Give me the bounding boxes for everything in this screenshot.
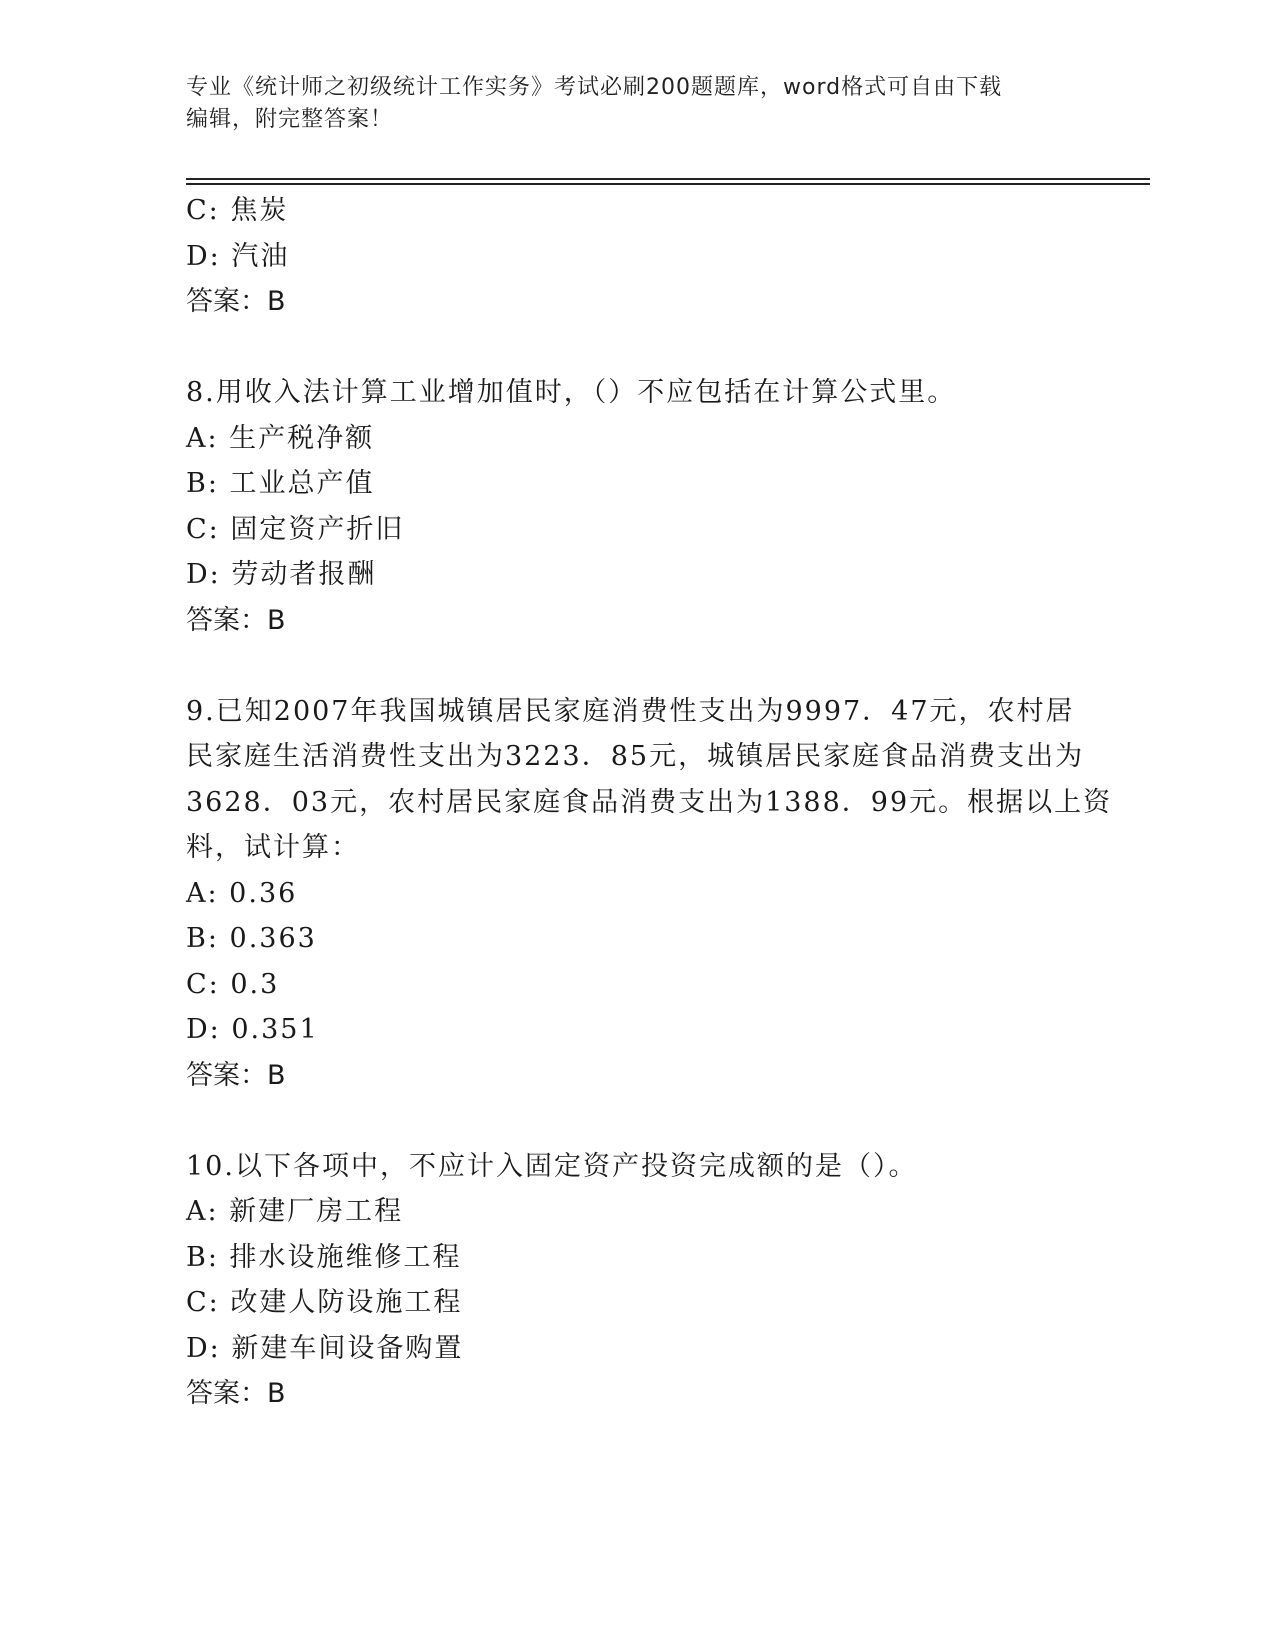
- answer: 答案：B: [186, 1378, 286, 1409]
- question-10: [186, 1144, 1086, 1417]
- question-stem-line: 民家庭生活消费性支出为3223．85元，城镇居民家庭食品消费支出为: [186, 741, 1085, 772]
- spacer: [186, 325, 1086, 371]
- option-a: A: 新建厂房工程: [186, 1196, 404, 1227]
- header-line-2: 编辑，附完整答案！: [186, 107, 394, 132]
- answer: 答案：B: [186, 1059, 286, 1091]
- answer: 答案：B: [186, 286, 286, 317]
- option-d: D: 0.351: [186, 1014, 319, 1045]
- option-d: D: 汽油: [186, 240, 290, 272]
- option-d: D: 新建车间设备购置: [186, 1332, 464, 1364]
- answer: 答案：B: [186, 604, 286, 636]
- option-c: C: 改建人防设施工程: [186, 1287, 463, 1318]
- header-line-1: 专业《统计师之初级统计工作实务》考试必刷200题题库，word格式可自由下载: [186, 75, 1003, 100]
- question-8: [186, 370, 1086, 643]
- question-7-tail: [186, 188, 1086, 325]
- option-d: D: 劳动者报酬: [186, 559, 377, 590]
- question-stem-line: 料，试计算：: [186, 832, 360, 863]
- question-9: [186, 689, 1113, 1099]
- spacer: [186, 1098, 1086, 1144]
- option-c: C: 固定资产折旧: [186, 513, 405, 545]
- question-stem-line: 9.已知2007年我国城镇居民家庭消费性支出为9997．47元，农村居: [186, 695, 1075, 727]
- option-c: C: 0.3: [186, 968, 280, 1000]
- question-content: [186, 188, 1113, 1417]
- question-stem-line: 3628．03元，农村居民家庭食品消费支出为1388．99元。根据以上资: [186, 786, 1113, 818]
- option-c: C: 焦炭: [186, 195, 289, 226]
- option-b: B: 排水设施维修工程: [186, 1241, 462, 1273]
- option-b: B: 0.363: [186, 923, 317, 954]
- header-divider-bottom: [186, 183, 1150, 185]
- spacer: [186, 643, 1086, 689]
- header-divider-top: [186, 178, 1150, 180]
- option-a: A: 0.36: [186, 877, 298, 909]
- option-b: B: 工业总产值: [186, 468, 375, 499]
- question-stem: 8.用收入法计算工业增加值时，（）不应包括在计算公式里。: [186, 377, 957, 408]
- document-header: [186, 72, 1076, 136]
- question-stem: [186, 689, 1113, 871]
- option-a: A: 生产税净额: [186, 422, 375, 454]
- question-stem: 10.以下各项中，不应计入固定资产投资完成额的是（）。: [186, 1150, 918, 1182]
